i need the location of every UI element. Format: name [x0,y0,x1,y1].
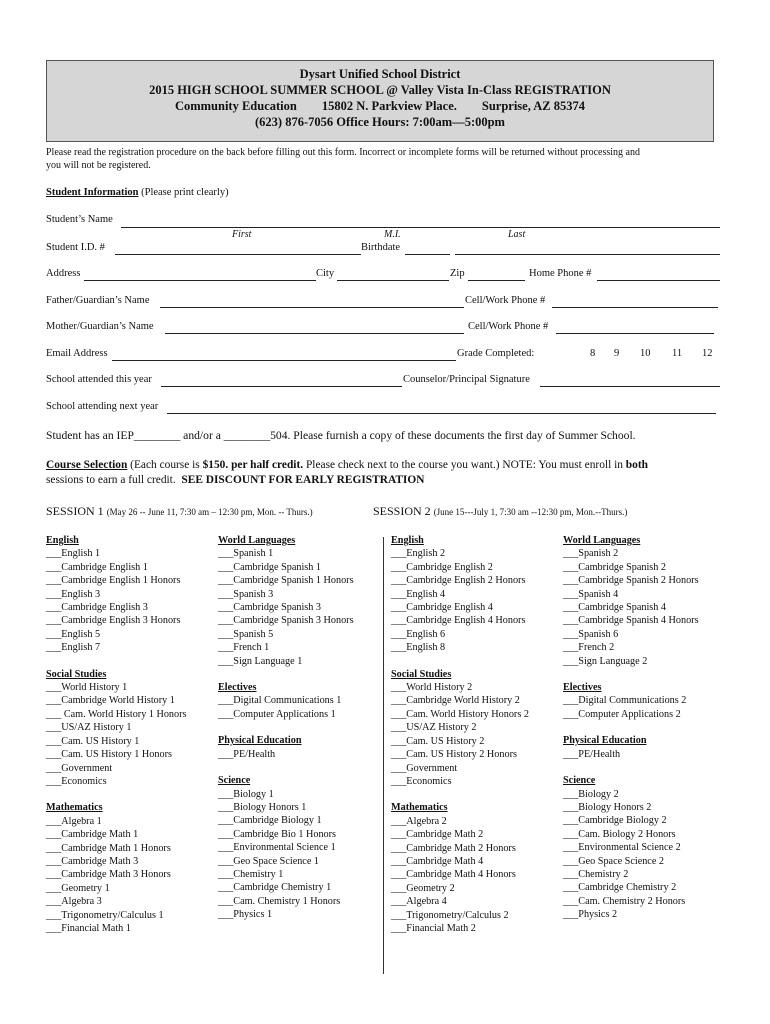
session-divider [383,537,384,974]
form-title: 2015 HIGH SCHOOL SUMMER SCHOOL @ Valley Vista In-Class REGISTRATION [149,83,611,97]
district-name: Dysart Unified School District [299,67,461,81]
course-option[interactable]: ___World History 1 [46,682,128,694]
course-option[interactable]: ___Cambridge Spanish 2 [563,561,666,573]
session-1-right-column [218,534,354,922]
session-1-left-column [46,534,186,935]
course-option[interactable]: ___Economics [391,775,452,787]
session-1-title: SESSION 1 [46,504,104,518]
course-option[interactable]: ___Cambridge Biology 2 [563,815,667,827]
course-group-title: Science [563,775,596,787]
father-field[interactable] [160,307,464,308]
course-option[interactable]: ___Cam. US History 1 Honors [46,749,172,761]
course-option[interactable]: ___Cam. Biology 2 Honors [563,828,676,840]
course-option[interactable]: ___Cambridge Spanish 1 Honors [218,575,354,587]
grade-label: Grade Completed: [457,348,535,359]
course-group [391,668,529,789]
course-option[interactable]: ___Cambridge Spanish 1 [218,561,321,573]
course-group-title: World Languages [563,535,641,546]
session-2-header [373,504,627,519]
course-option[interactable]: ___Cambridge English 1 [46,561,148,573]
course-selection-text-b: Please check next to the course you want.) NOTE: You must enroll in [303,459,626,471]
course-option[interactable]: ___US/AZ History 2 [391,722,477,734]
course-selection-line-2 [46,474,424,486]
session-2-left-column [391,534,529,935]
course-option[interactable]: ___Cambridge English 2 [391,561,493,573]
course-group-title: Mathematics [391,802,448,814]
group-spacer [46,655,186,668]
course-option[interactable]: ___Trigonometry/Calculus 2 [391,909,509,921]
course-option[interactable]: ___PE/Health [563,748,621,760]
course-option[interactable]: ___Physics 1 [218,909,273,921]
session-2-right-column [563,534,699,922]
student-id-field[interactable] [115,254,361,255]
course-option[interactable]: ___English 4 [391,588,446,600]
grade-option-9[interactable]: 9 [614,348,620,359]
course-option[interactable]: ___Environmental Science 2 [563,842,681,854]
course-option[interactable]: ___Sign Language 1 [218,655,303,667]
course-option[interactable]: ___Cambridge English 2 Honors [391,575,526,587]
course-option[interactable]: ___Cambridge Spanish 4 [563,602,666,614]
course-group-title: Social Studies [391,668,452,680]
both-emphasis: both [625,459,648,471]
address-label: Address [46,268,81,279]
course-option[interactable]: ___French 1 [218,642,270,654]
course-option[interactable]: ___Chemistry 1 [218,868,284,880]
counselor-field[interactable] [540,386,720,387]
course-group-title: World Languages [218,535,296,546]
course-option[interactable]: ___Cambridge Math 1 Honors [46,842,171,854]
course-option[interactable]: ___English 7 [46,642,101,654]
course-option[interactable]: ___Cambridge World History 1 [46,695,175,707]
city-label: City [316,268,335,279]
course-option[interactable]: ___Chemistry 2 [563,868,629,880]
grade-option-11[interactable]: 11 [672,348,683,359]
school-next-year-label: School attending next year [46,401,159,412]
course-option[interactable]: ___Cambridge Math 3 [46,855,139,867]
grade-option-12[interactable]: 12 [702,348,713,359]
intro-line-1: Please read the registration procedure on the back before filling out this form. Incorrect or incomplete forms will be returned without processing and [46,147,640,158]
course-group-title: Electives [563,682,602,694]
course-option[interactable]: ___Physics 2 [563,909,618,921]
group-spacer [218,761,354,774]
course-option[interactable]: ___Biology 1 [218,788,274,800]
course-option[interactable]: ___Algebra 1 [46,815,102,827]
discount-note: SEE DISCOUNT FOR EARLY REGISTRATION [181,474,425,486]
mother-label: Mother/Guardian’s Name [46,321,154,332]
course-selection-line2a: sessions to earn a full credit. [46,474,182,486]
home-phone-field[interactable] [597,280,720,281]
group-spacer [218,721,354,734]
course-group-title: English [46,535,79,546]
course-option[interactable]: ___Financial Math 2 [391,922,476,934]
birthdate-field-1[interactable] [405,254,450,255]
course-selection-line-1 [46,459,648,471]
course-option[interactable]: ___Cam. World History Honors 2 [391,708,529,720]
course-group [218,774,354,921]
course-option[interactable]: ___Cambridge English 3 Honors [46,615,181,627]
course-option[interactable]: ___Computer Applications 2 [563,708,681,720]
course-option[interactable]: ___Cambridge Bio 1 Honors [218,828,336,840]
course-option[interactable]: ___Geo Space Science 2 [563,855,664,867]
birthdate-label: Birthdate [361,242,401,253]
course-group-title: Electives [218,682,257,694]
course-group-title: Physical Education [218,735,302,747]
student-info-note: (Please print clearly) [141,187,229,198]
session-2-title: SESSION 2 [373,504,431,518]
course-option[interactable]: ___Algebra 3 [46,896,102,908]
course-option[interactable]: ___Financial Math 1 [46,922,131,934]
father-label: Father/Guardian’s Name [46,295,150,306]
course-group [46,801,186,935]
course-option[interactable]: ___Cambridge Math 4 Honors [391,869,516,881]
course-option[interactable]: ___Cambridge Spanish 3 [218,602,321,614]
phone-hours: (623) 876-7056 Office Hours: 7:00am—5:00pm [255,115,505,129]
course-selection-text-a: (Each course is [127,459,203,471]
course-option[interactable]: ___Cambridge Biology 1 [218,815,322,827]
course-option[interactable]: ___Spanish 6 [563,628,619,640]
email-label: Email Address [46,348,108,359]
course-option[interactable]: ___PE/Health [218,748,276,760]
course-option[interactable]: ___Cambridge English 1 Honors [46,575,181,587]
course-option[interactable]: ___Algebra 2 [391,815,447,827]
course-option[interactable]: ___English 8 [391,642,446,654]
course-option[interactable]: ___Cambridge English 3 [46,602,148,614]
iep-statement: Student has an IEP________ and/or a ________504. Please furnish a copy of these documents the first day of Summer School. [46,429,636,442]
last-sublabel: Last [508,229,526,240]
school-next-year-field[interactable] [167,413,716,414]
course-group [563,681,699,721]
group-spacer [391,655,529,668]
course-group-title: Science [218,775,251,787]
course-option[interactable]: ___Cambridge Math 2 [391,829,484,841]
course-option[interactable]: ___Cambridge Spanish 2 Honors [563,575,699,587]
group-spacer [563,761,699,774]
course-option[interactable]: ___Biology Honors 1 [218,801,307,813]
group-spacer [46,788,186,801]
course-group-title: Mathematics [46,802,103,814]
cell-phone-field-2[interactable] [556,333,714,334]
mother-field[interactable] [165,333,464,334]
course-option[interactable]: ___Trigonometry/Calculus 1 [46,909,164,921]
course-option[interactable]: ___Sign Language 2 [563,655,648,667]
school-this-year-label: School attended this year [46,374,152,385]
course-group [218,734,354,761]
course-option[interactable]: ___Geo Space Science 1 [218,855,319,867]
course-group [218,534,354,668]
course-group-title: Physical Education [563,735,647,747]
course-option[interactable]: ___English 3 [46,588,101,600]
group-spacer [218,668,354,681]
course-option[interactable]: ___Cam. US History 1 [46,735,140,747]
course-option[interactable]: ___Spanish 4 [563,588,619,600]
course-option[interactable]: ___Cambridge World History 2 [391,695,520,707]
course-option[interactable]: ___Spanish 2 [563,548,619,560]
course-option[interactable]: ___Cambridge Math 3 Honors [46,869,171,881]
intro-line-2: you will not be registered. [46,160,151,171]
zip-field[interactable] [468,280,525,281]
course-option[interactable]: ___Spanish 3 [218,588,274,600]
student-info-heading [46,187,229,198]
session-2-dates: (June 15---July 1, 7:30 am --12:30 pm, Mon.--Thurs.) [433,507,628,517]
course-option[interactable]: ___Cam. US History 2 [391,735,485,747]
course-option[interactable]: ___Spanish 1 [218,548,274,560]
course-option[interactable]: ___Geometry 2 [391,882,455,894]
course-option[interactable]: ___US/AZ History 1 [46,722,132,734]
course-price: $150. per half credit. [202,459,304,471]
students-name-field[interactable] [121,227,720,228]
course-group [391,534,529,655]
birthdate-field-2[interactable] [455,254,720,255]
course-option[interactable]: ___Spanish 5 [218,628,274,640]
grade-option-8[interactable]: 8 [590,348,596,359]
course-group [563,534,699,668]
students-name-label: Student’s Name [46,214,113,225]
cell-phone-field-1[interactable] [552,307,718,308]
course-option[interactable]: ___Cam. US History 2 Honors [391,749,517,761]
school-this-year-field[interactable] [161,386,402,387]
course-group-title: Social Studies [46,668,107,680]
course-option[interactable]: ___Economics [46,775,107,787]
course-option[interactable]: ___Cambridge Math 2 Honors [391,842,516,854]
course-option[interactable]: ___Algebra 4 [391,896,447,908]
course-option[interactable]: ___Cambridge English 4 [391,602,493,614]
course-option[interactable]: ___World History 2 [391,682,473,694]
email-field[interactable] [112,360,456,361]
home-phone-label: Home Phone # [529,268,592,279]
course-option[interactable]: ___Cam. Chemistry 2 Honors [563,895,686,907]
course-group [391,801,529,935]
course-option[interactable]: ___English 2 [391,548,446,560]
course-option[interactable]: ___French 2 [563,642,615,654]
zip-label: Zip [450,268,465,279]
course-option[interactable]: ___Cambridge English 4 Honors [391,615,526,627]
course-option[interactable]: ___Government [391,762,458,774]
course-option[interactable]: ___English 1 [46,548,101,560]
course-option[interactable]: ___Biology Honors 2 [563,801,652,813]
course-option[interactable]: ___Cambridge Chemistry 1 [218,882,332,894]
city-field[interactable] [337,280,449,281]
course-option[interactable]: ___English 5 [46,628,101,640]
group-spacer [563,668,699,681]
cell-phone-label-2: Cell/Work Phone # [468,321,549,332]
session-1-dates: (May 26 -- June 11, 7:30 am – 12:30 pm, Mon. -- Thurs.) [106,507,313,517]
course-option[interactable]: ___Cambridge Spanish 4 Honors [563,615,699,627]
grade-option-10[interactable]: 10 [640,348,651,359]
course-group [46,534,186,655]
session-1-header [46,504,313,519]
address-field[interactable] [84,280,316,281]
group-spacer [391,788,529,801]
course-group [563,734,699,761]
first-sublabel: First [232,229,252,240]
course-option[interactable]: ___Biology 2 [563,788,619,800]
student-info-title: Student Information [46,187,139,198]
course-option[interactable]: ___Digital Communications 1 [218,695,342,707]
course-group [46,668,186,789]
mi-sublabel: M.I. [384,229,401,240]
course-option[interactable]: ___English 6 [391,628,446,640]
course-option[interactable]: ___Cambridge Math 1 [46,829,139,841]
cell-phone-label-1: Cell/Work Phone # [465,295,546,306]
course-option[interactable]: ___Digital Communications 2 [563,695,687,707]
address-line: Community Education 15802 N. Parkview Place. Surprise, AZ 85374 [174,99,586,113]
course-group [218,681,354,721]
course-option[interactable]: ___Computer Applications 1 [218,708,336,720]
student-id-label: Student I.D. # [46,242,105,253]
course-option[interactable]: ___Government [46,762,113,774]
course-group [563,774,699,921]
course-selection-heading: Course Selection [46,459,128,471]
form-header [46,60,714,142]
group-spacer [563,721,699,734]
course-group-title: English [391,535,424,546]
course-option[interactable]: ___Cam. Chemistry 1 Honors [218,895,341,907]
course-option[interactable]: ___Cambridge Chemistry 2 [563,882,677,894]
course-option[interactable]: ___Geometry 1 [46,882,110,894]
course-option[interactable]: ___Cambridge Math 4 [391,855,484,867]
counselor-label: Counselor/Principal Signature [403,374,530,385]
course-option[interactable]: ___Environmental Science 1 [218,842,336,854]
course-option[interactable]: ___Cambridge Spanish 3 Honors [218,615,354,627]
course-option[interactable]: ___ Cam. World History 1 Honors [46,708,187,720]
